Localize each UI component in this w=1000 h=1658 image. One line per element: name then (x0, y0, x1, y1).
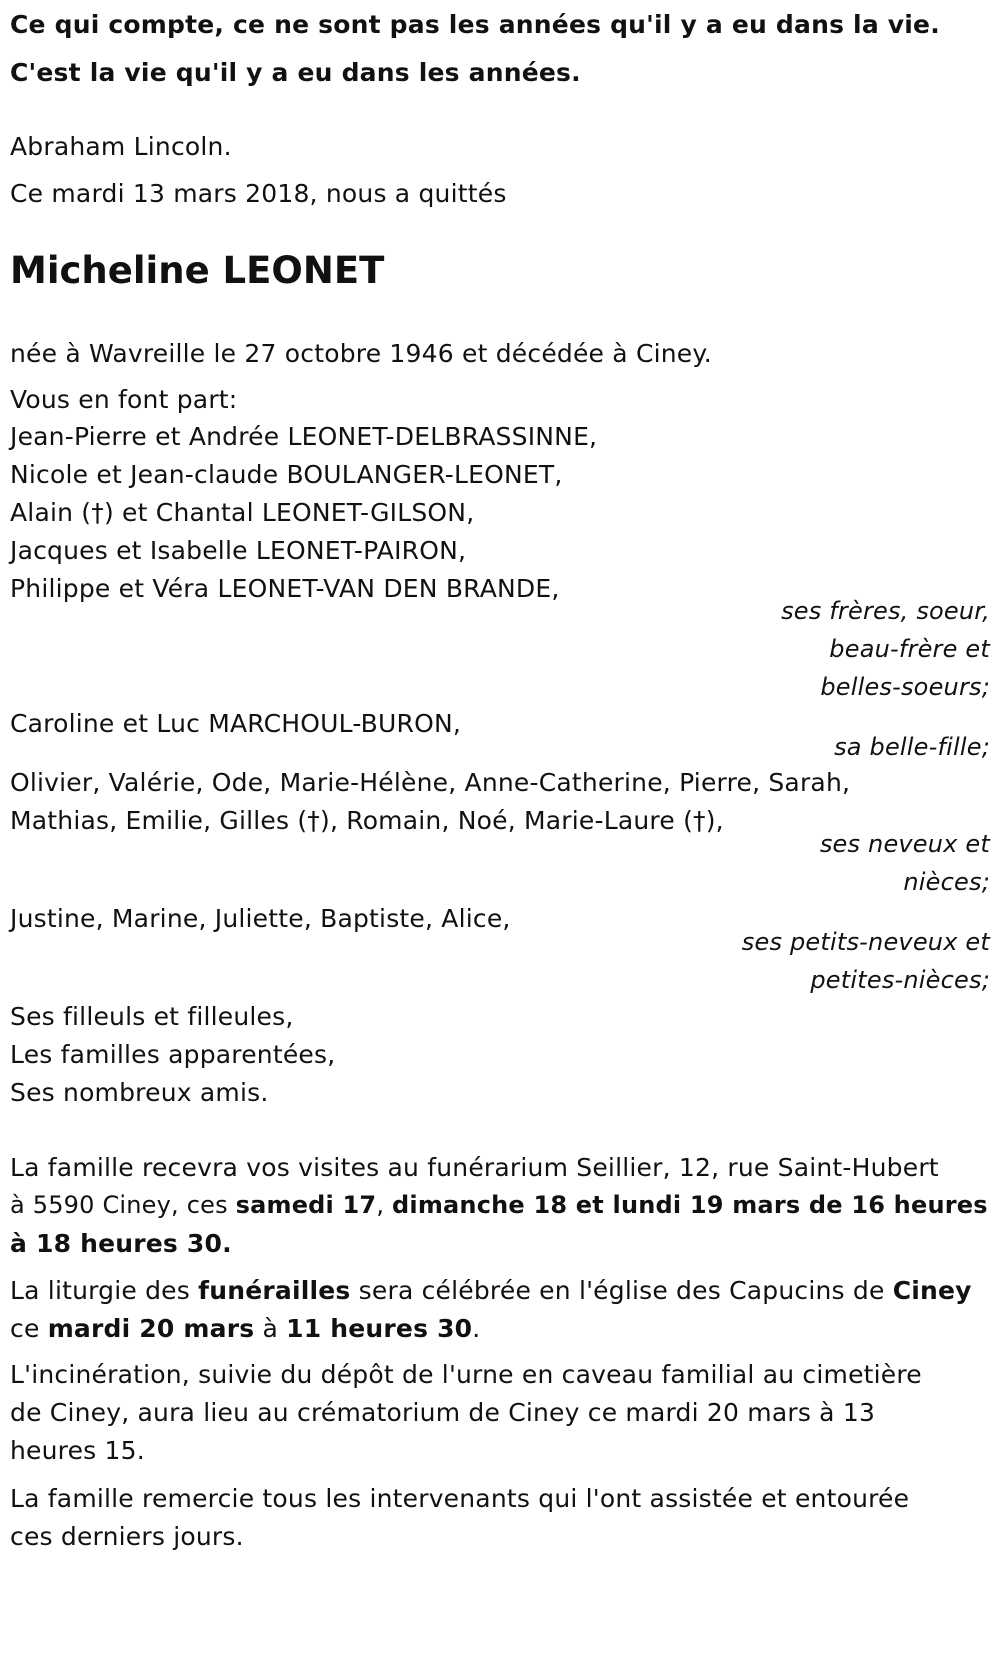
incineration-line: heures 15. (10, 1436, 145, 1465)
thanks-line: La famille remercie tous les intervenants qui l'ont assistée et entourée (10, 1484, 910, 1513)
quote-line-1: Ce qui compte, ce ne sont pas les années qu'il y a eu dans la vie. (10, 10, 940, 39)
liturgy-text: sera célébrée en l'église des Capucins de (350, 1276, 893, 1305)
grandnephews-line: Justine, Marine, Juliette, Baptiste, Alice, (10, 904, 511, 933)
visits-dates-hours: dimanche 18 et lundi 19 mars de 16 heures (392, 1191, 988, 1219)
liturgy-text: ce (10, 1314, 48, 1343)
quote-author: Abraham Lincoln. (10, 132, 232, 161)
liturgy-text: . (472, 1314, 481, 1343)
announce-text: Vous en font part: (10, 385, 238, 414)
quote-line-2: C'est la vie qu'il y a eu dans les années. (10, 58, 581, 87)
visits-line-2 (10, 1193, 988, 1217)
incineration-line: L'incinération, suivie du dépôt de l'urne en caveau familial au cimetière (10, 1360, 922, 1389)
liturgy-text: à (254, 1314, 287, 1343)
visits-line-1: La famille recevra vos visites au funérarium Seillier, 12, rue Saint-Hubert (10, 1153, 939, 1182)
liturgy-city: Ciney (892, 1276, 972, 1305)
siblings-role-line: beau-frère et (829, 635, 990, 663)
liturgy-time: 11 heures 30 (286, 1314, 473, 1343)
nephews-role-line: nièces; (903, 868, 990, 896)
liturgy-line-1 (10, 1278, 972, 1303)
sibling-line: Alain (†) et Chantal LEONET-GILSON, (10, 498, 475, 527)
others-line: Ses filleuls et filleules, (10, 1002, 294, 1031)
daughter-in-law-line: Caroline et Luc MARCHOUL-BURON, (10, 709, 462, 738)
deceased-name: Micheline LEONET (10, 249, 385, 292)
thanks-line: ces derniers jours. (10, 1522, 244, 1551)
sibling-line: Jacques et Isabelle LEONET-PAIRON, (10, 536, 467, 565)
others-line: Ses nombreux amis. (10, 1078, 269, 1107)
sibling-line: Nicole et Jean-claude BOULANGER-LEONET, (10, 460, 563, 489)
incineration-line: de Ciney, aura lieu au crématorium de Ciney ce mardi 20 mars à 13 (10, 1398, 876, 1427)
grandnephews-role-line: petites-nièces; (810, 966, 990, 994)
nephews-line: Mathias, Emilie, Gilles (†), Romain, Noé, Marie-Laure (†), (10, 806, 724, 835)
daughter-in-law-role: sa belle-fille; (834, 733, 990, 761)
sibling-line: Philippe et Véra LEONET-VAN DEN BRANDE, (10, 574, 560, 603)
siblings-role-line: ses frères, soeur, (781, 597, 990, 625)
liturgy-text: La liturgie des (10, 1276, 199, 1305)
sibling-line: Jean-Pierre et Andrée LEONET-DELBRASSINNE, (10, 422, 598, 451)
visits-text: à 5590 Ciney, ces (10, 1191, 236, 1219)
visits-separator: , (376, 1191, 393, 1219)
nephews-line: Olivier, Valérie, Ode, Marie-Hélène, Anne-Catherine, Pierre, Sarah, (10, 768, 851, 797)
birth-death-text: née à Wavreille le 27 octobre 1946 et décédée à Ciney. (10, 339, 712, 368)
grandnephews-role-line: ses petits-neveux et (741, 928, 990, 956)
liturgy-line-2 (10, 1316, 480, 1341)
visits-line-3: à 18 heures 30. (10, 1229, 232, 1258)
liturgy-date: mardi 20 mars (47, 1314, 255, 1343)
others-line: Les familles apparentées, (10, 1040, 336, 1069)
visits-date-saturday: samedi 17 (235, 1191, 377, 1219)
liturgy-funerailles: funérailles (198, 1276, 351, 1305)
nephews-role-line: ses neveux et (819, 830, 990, 858)
intro-text: Ce mardi 13 mars 2018, nous a quittés (10, 179, 507, 208)
siblings-role-line: belles-soeurs; (820, 673, 990, 701)
